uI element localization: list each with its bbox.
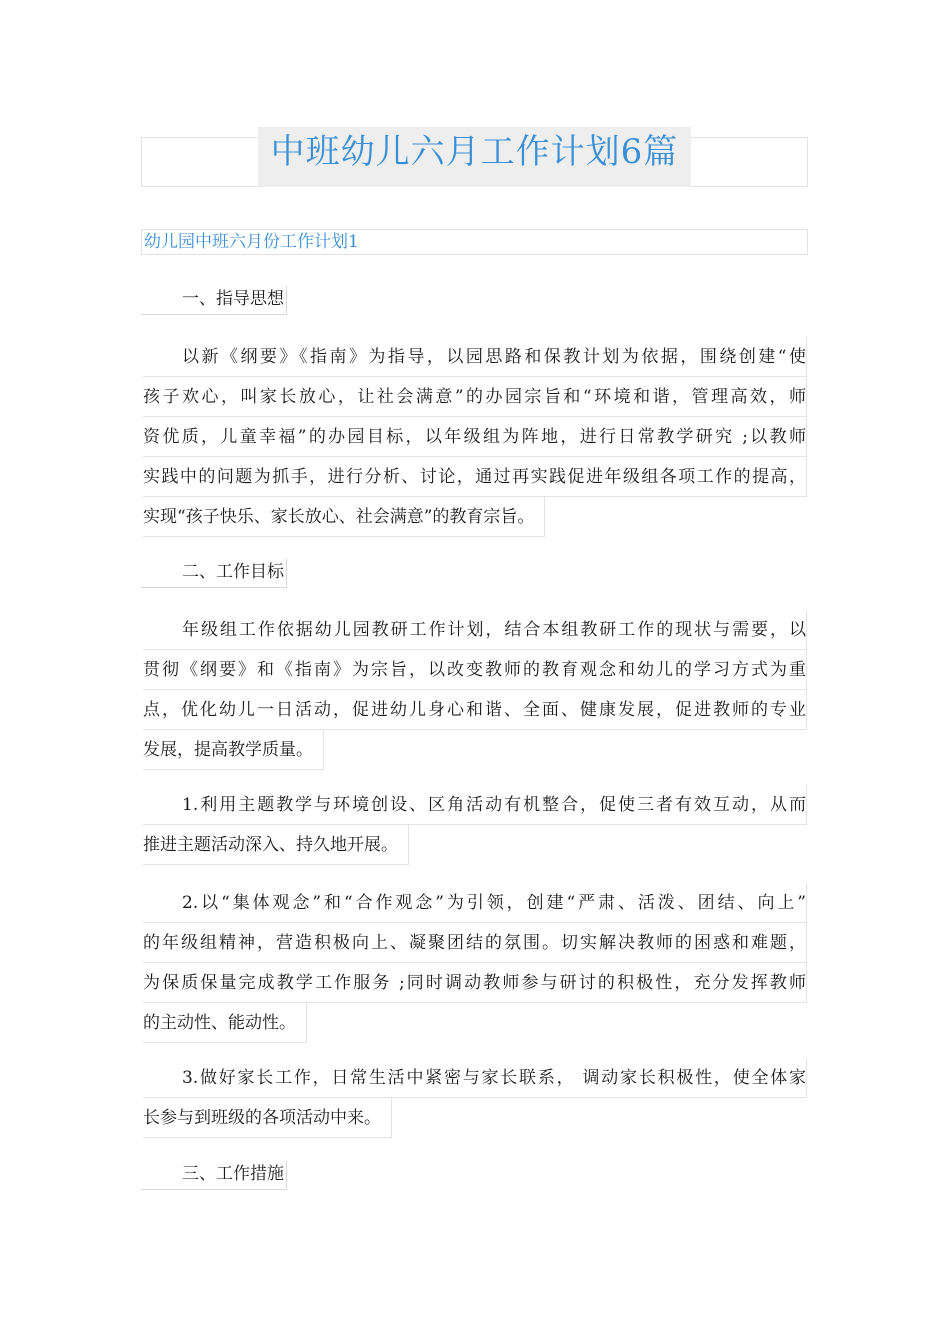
- paragraph-line: 实践中的问题为抓手，进行分析、讨论，通过再实践促进年级组各项工作的提高，: [143, 457, 807, 497]
- paragraph-line: 以新《纲要》《指南》为指导，以园思路和保教计划为依据，围绕创建“使: [143, 337, 807, 377]
- paragraph-line: 2.以“集体观念”和“合作观念”为引领，创建“严肃、活泼、团结、向上”: [143, 883, 807, 923]
- paragraph-line: 资优质，儿童幸福”的办园目标，以年级组为阵地，进行日常教学研究 ;以教师: [143, 417, 807, 457]
- paragraph-goal-3: [143, 1058, 807, 1138]
- paragraph-line: 1.利用主题教学与环境创设、区角活动有机整合，促使三者有效互动，从而: [143, 785, 807, 825]
- paragraph-goal-2: [143, 883, 807, 1043]
- paragraph-line: 为保质保量完成教学工作服务 ;同时调动教师参与研讨的积极性，充分发挥教师: [143, 963, 807, 1003]
- paragraph-line: 孩子欢心，叫家长放心，让社会满意”的办园宗旨和“环境和谐，管理高效，师: [143, 377, 807, 417]
- paragraph-line: 年级组工作依据幼儿园教研工作计划，结合本组教研工作的现状与需要，以: [143, 610, 807, 650]
- paragraph-goal-1: [143, 785, 807, 865]
- heading-work-measures: 三、工作措施: [141, 1161, 287, 1190]
- paragraph-work-goals: [143, 610, 807, 770]
- paragraph-line: 发展，提高教学质量。: [143, 730, 324, 770]
- section-subtitle: 幼儿园中班六月份工作计划1: [141, 229, 808, 255]
- paragraph-line: 贯彻《纲要》和《指南》为宗旨，以改变教师的教育观念和幼儿的学习方式为重: [143, 650, 807, 690]
- paragraph-line: 的年级组精神，营造积极向上、凝聚团结的氛围。切实解决教师的困惑和难题，: [143, 923, 807, 963]
- paragraph-line: 点，优化幼儿一日活动，促进幼儿身心和谐、全面、健康发展，促进教师的专业: [143, 690, 807, 730]
- heading-work-goals: 二、工作目标: [141, 559, 287, 588]
- document-title: 中班幼儿六月工作计划6篇: [270, 132, 679, 172]
- paragraph-line: 的主动性、能动性。: [143, 1003, 307, 1043]
- paragraph-line: 3.做好家长工作，日常生活中紧密与家长联系， 调动家长积极性，使全体家: [143, 1058, 807, 1098]
- paragraph-line: 实现“孩子快乐、家长放心、社会满意”的教育宗旨。: [143, 497, 545, 537]
- paragraph-line: 长参与到班级的各项活动中来。: [143, 1098, 392, 1138]
- paragraph-guiding-ideology: [143, 337, 807, 537]
- paragraph-line: 推进主题活动深入、持久地开展。: [143, 825, 409, 865]
- heading-guiding-ideology: 一、指导思想: [141, 286, 287, 315]
